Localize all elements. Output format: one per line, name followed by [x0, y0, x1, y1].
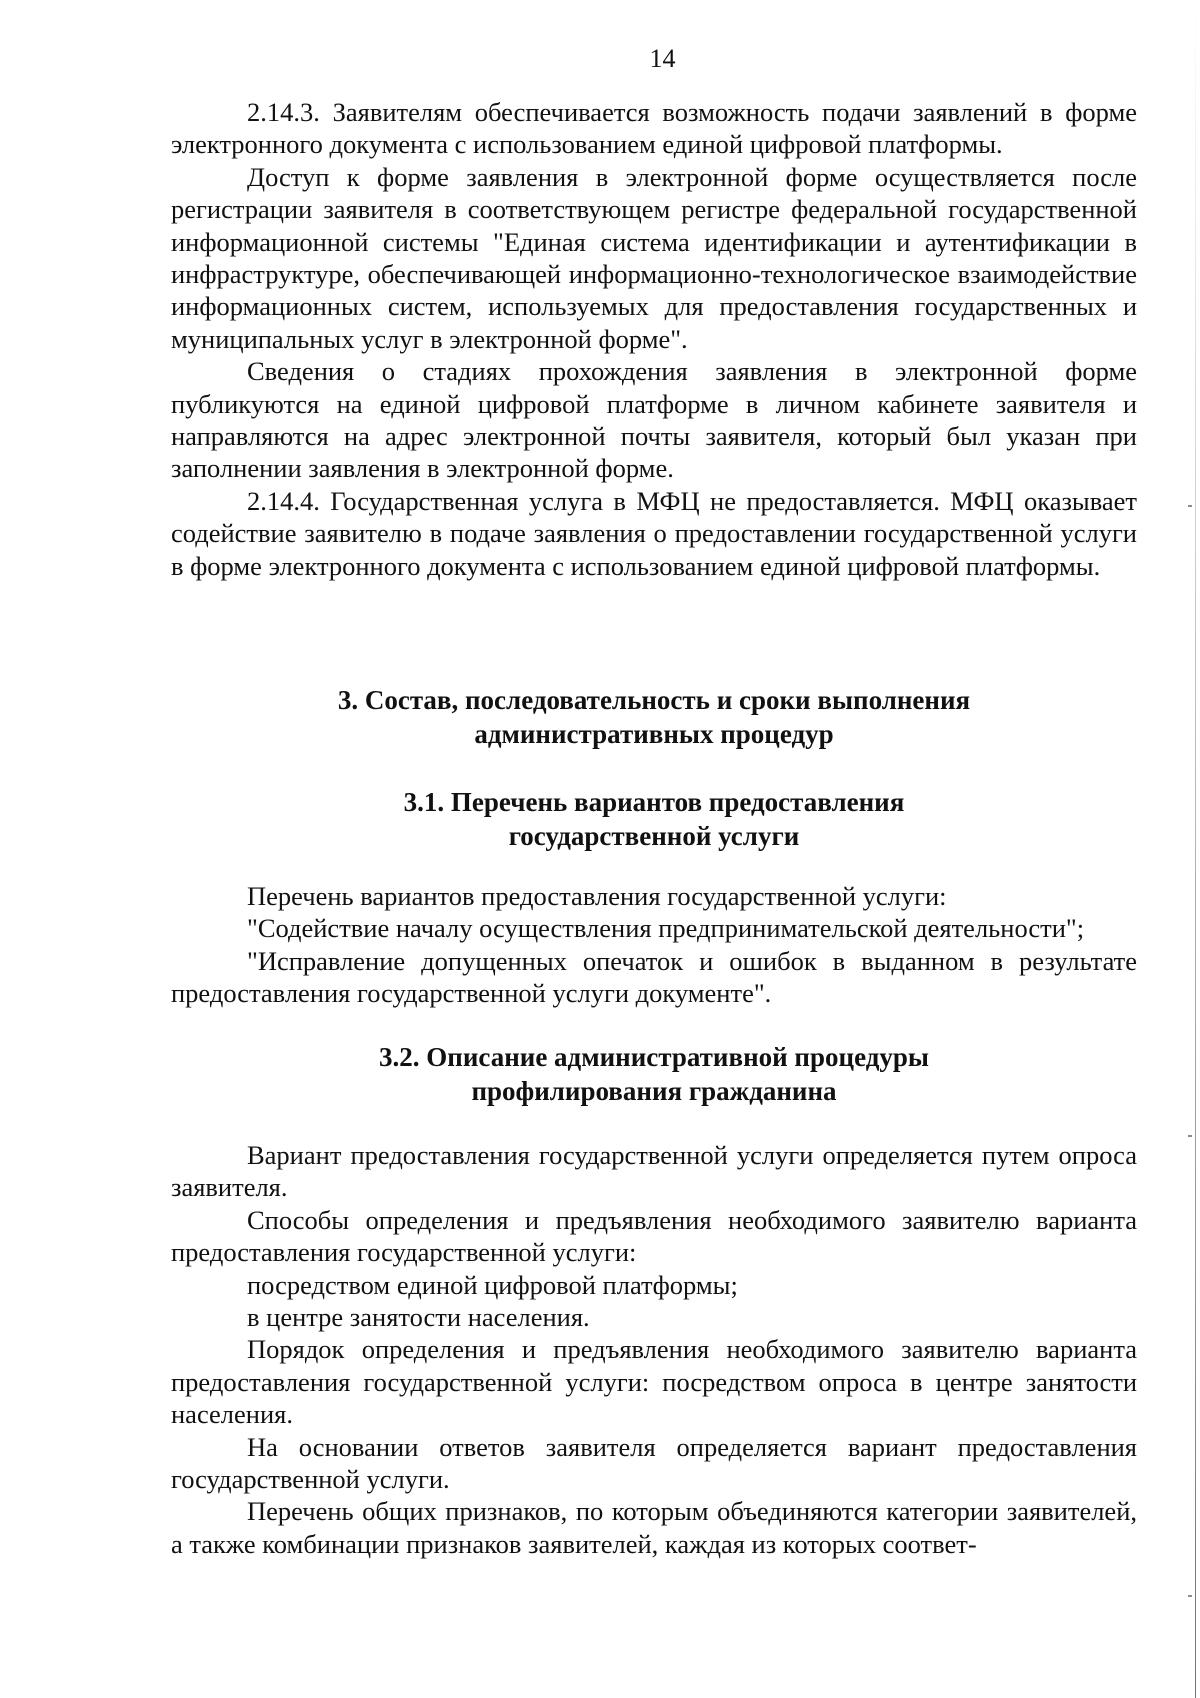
heading-line: государственной услуги [508, 821, 800, 851]
scan-edge-mark [1188, 1135, 1192, 1137]
scan-edge-mark [1188, 505, 1192, 507]
paragraph: посредством единой цифровой платформы; [247, 1269, 738, 1300]
paragraph: 2.14.3. Заявителям обеспечивается возможность подачи заявлений в форме электронного документа с использованием единой цифровой платформы. [171, 97, 1137, 160]
heading-line: 3.2. Описание административной процедуры [379, 1042, 929, 1072]
heading-line: административных процедур [474, 719, 834, 749]
paragraph: Вариант предоставления государственной услуги определяется путем опроса заявителя. [171, 1140, 1137, 1203]
section-3-heading [171, 683, 1137, 751]
paragraph: На основании ответов заявителя определяется вариант предоставления государственной услуги. [171, 1431, 1137, 1495]
section-3-2-heading [171, 1040, 1137, 1108]
paragraph: Перечень вариантов предоставления государственной услуги: [247, 881, 947, 911]
paragraph: Способы определения и предъявления необходимого заявителю варианта предоставления государственной услуги: [171, 1204, 1137, 1268]
paragraph: Сведения о стадиях прохождения заявления в электронной форме публикуются на единой цифровой платформе в личном кабинете заявителя и направляются на адрес электронной почты заявителя, который был указан при заполнении заявления в электронной форме. [171, 356, 1137, 484]
paragraph: 2.14.4. Государственная услуга в МФЦ не предоставляется. МФЦ оказывает содействие заявителю в подаче заявления о предоставлении государственной услуги в форме электронного документа с использованием единой цифровой платформы. [171, 485, 1137, 581]
paragraph: Перечень общих признаков, по которым объединяются категории заявителей, а также комбинации признаков заявителей, каждая из которых соответ- [171, 1496, 1137, 1559]
paragraph: в центре занятости населения. [247, 1302, 590, 1333]
scan-edge-line [1195, 0, 1196, 1698]
paragraph: Доступ к форме заявления в электронной форме осуществляется после регистрации заявителя в соответствующем регистре федеральной государственной информационной системы "Единая система идентификации и аутентификации в инфраструктуре, обеспечивающей информационно-технологическое взаимодействие информационных систем, используемых для предоставления государственных и муниципальных услуг в электронной форме". [171, 161, 1137, 354]
paragraph: Порядок определения и предъявления необходимого заявителю варианта предоставления государственной услуги: посредством опроса в центре занятости населения. [171, 1334, 1137, 1430]
section-2-14-text [171, 96, 1137, 582]
section-3-1-text [171, 880, 1137, 1010]
heading-line: 3. Состав, последовательность и сроки выполнения [337, 685, 971, 715]
paragraph: "Содействие началу осуществления предпринимательской деятельности"; [247, 913, 1085, 944]
section-3-2-text [171, 1139, 1137, 1560]
scan-edge-mark [1188, 1595, 1192, 1597]
heading-line: 3.1. Перечень вариантов предоставления [403, 787, 905, 817]
paragraph: "Исправление допущенных опечаток и ошибок в выданном в результате предоставления государственной услуги документе". [171, 945, 1137, 1009]
section-3-1-heading [171, 785, 1137, 853]
heading-line: профилирования гражданина [471, 1076, 837, 1106]
page-number: 14 [649, 44, 676, 73]
